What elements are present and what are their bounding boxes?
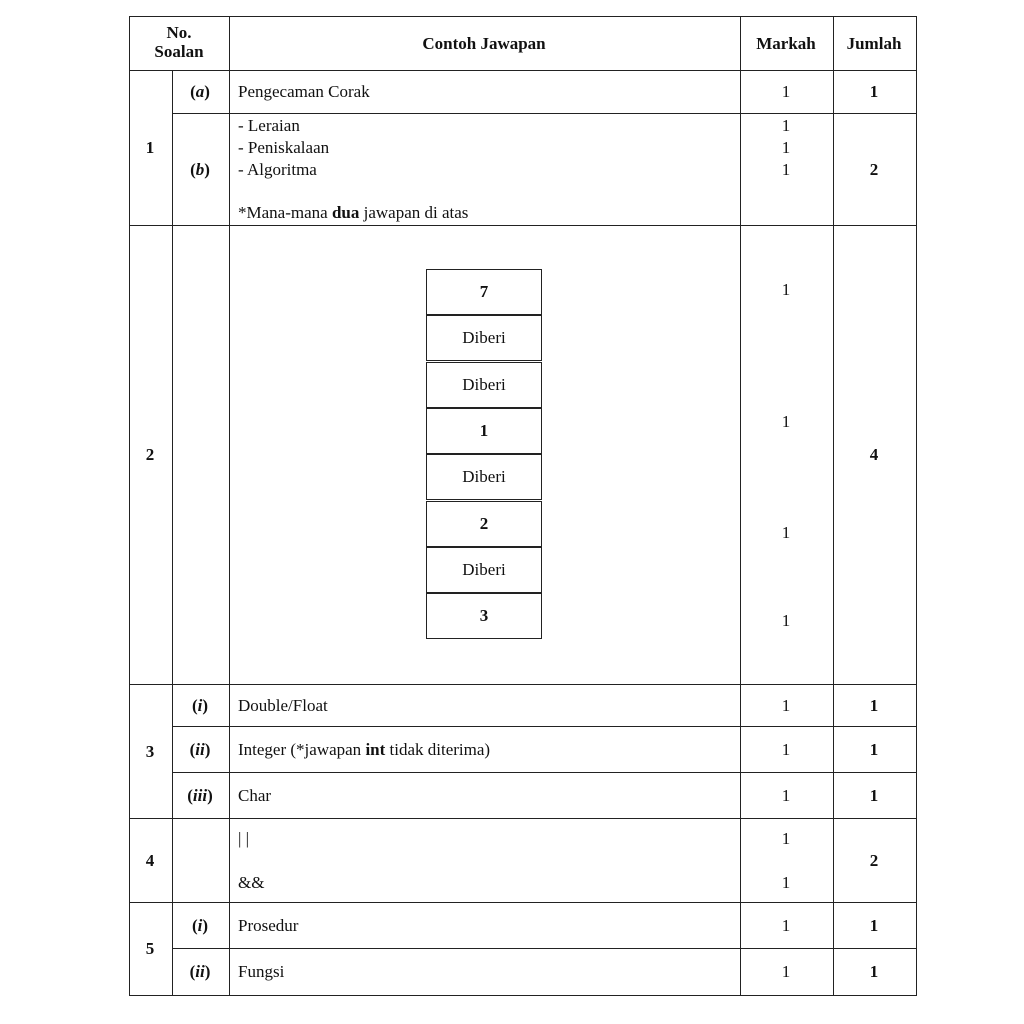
question-number-2: 2: [145, 445, 155, 464]
header-no-soalan-line2: Soalan: [154, 42, 204, 61]
paren: (: [189, 740, 196, 759]
stack-box: 3: [426, 593, 542, 639]
header-markah: Markah: [756, 34, 816, 53]
sub-label: i: [197, 916, 203, 935]
mark-value: 1: [781, 280, 791, 299]
question-number-5: 5: [145, 939, 155, 958]
sub-question-i: [192, 696, 208, 716]
sub-question-i: [192, 916, 208, 936]
sub-label: iii: [192, 786, 208, 805]
row-line: [172, 948, 916, 949]
question-number-1: 1: [145, 138, 155, 157]
answer-part: Integer (*jawapan: [238, 740, 366, 759]
col-line: [129, 16, 130, 996]
row-line: [129, 70, 916, 71]
stack-box: Diberi: [426, 454, 542, 500]
total-value: 1: [869, 786, 879, 805]
answer-text: &&: [238, 873, 265, 892]
paren: ): [204, 82, 210, 101]
answer-text: - Algoritma: [238, 160, 317, 179]
paren: (: [189, 962, 196, 981]
sub-question-a: [190, 82, 210, 102]
sub-question-b: [190, 160, 210, 180]
note-text: *Mana-mana: [238, 203, 332, 222]
answer-bold: int: [365, 740, 386, 759]
sub-label: i: [197, 696, 203, 715]
col-line: [740, 16, 741, 996]
total-value: 1: [869, 82, 879, 101]
mark-value: 1: [781, 916, 791, 935]
mark-value: 1: [781, 873, 791, 892]
stack-box: 1: [426, 408, 542, 454]
paren: (: [190, 160, 196, 179]
row-line: [129, 995, 916, 996]
sub-label: b: [195, 160, 205, 179]
mark-value: 1: [781, 829, 791, 848]
stack-box: Diberi: [426, 315, 542, 361]
mark-value: 1: [781, 786, 791, 805]
sub-question-iii: [187, 786, 213, 806]
row-line: [129, 902, 916, 903]
answer-note: [238, 203, 468, 223]
note-bold: dua: [331, 203, 360, 222]
question-number-3: 3: [145, 742, 155, 761]
sub-label: ii: [195, 962, 205, 981]
note-text: jawapan di atas: [359, 203, 469, 222]
paren: (: [187, 786, 193, 805]
sub-question-ii: [190, 962, 211, 982]
paren: ): [204, 160, 210, 179]
question-number-4: 4: [145, 851, 155, 870]
answer-text: Pengecaman Corak: [238, 82, 370, 101]
total-value: 1: [869, 916, 879, 935]
mark-value: 1: [781, 962, 791, 981]
stack-box: Diberi: [426, 547, 542, 593]
mark-value: 1: [781, 523, 791, 542]
sub-question-ii: [190, 740, 211, 760]
mark-value: 1: [781, 138, 791, 157]
paren: ): [204, 740, 211, 759]
sub-label: ii: [195, 740, 205, 759]
row-line: [129, 818, 916, 819]
total-value: 1: [869, 740, 879, 759]
header-jumlah: Jumlah: [846, 34, 902, 53]
mark-value: 1: [781, 696, 791, 715]
answer-text: - Leraian: [238, 116, 300, 135]
mark-value: 1: [781, 412, 791, 431]
answer-text: - Peniskalaan: [238, 138, 330, 157]
row-line: [172, 726, 916, 727]
stack-box: 7: [426, 269, 542, 315]
row-line: [129, 684, 916, 685]
mark-value: 1: [781, 740, 791, 759]
answer-text: Prosedur: [238, 916, 299, 935]
paren: (: [191, 696, 198, 715]
total-value: 4: [869, 445, 879, 464]
answer-text: Fungsi: [238, 962, 285, 981]
row-line: [129, 16, 916, 17]
paren: (: [190, 82, 196, 101]
row-line: [172, 772, 916, 773]
paren: ): [207, 786, 213, 805]
sub-label: a: [195, 82, 205, 101]
mark-value: 1: [781, 82, 791, 101]
paren: ): [202, 696, 209, 715]
answer-text: Char: [238, 786, 272, 805]
total-value: 2: [869, 160, 879, 179]
answer-part: tidak diterima): [385, 740, 491, 759]
mark-value: 1: [781, 160, 791, 179]
paren: ): [204, 962, 211, 981]
total-value: 2: [869, 851, 879, 870]
total-value: 1: [869, 696, 879, 715]
paren: ): [202, 916, 209, 935]
answer-text: | |: [238, 829, 250, 848]
stack-box: 2: [426, 501, 542, 547]
paren: (: [191, 916, 198, 935]
row-line: [172, 113, 916, 114]
total-value: 1: [869, 962, 879, 981]
answer-text: Double/Float: [238, 696, 328, 715]
stack-box: Diberi: [426, 362, 542, 408]
row-line: [129, 225, 916, 226]
col-line: [916, 16, 917, 996]
answer-text: [238, 740, 490, 760]
header-contoh-jawapan: Contoh Jawapan: [422, 34, 546, 53]
mark-value: 1: [781, 611, 791, 630]
col-line: [172, 70, 173, 996]
header-no-soalan-line1: No.: [166, 23, 192, 42]
col-line: [229, 16, 230, 996]
mark-value: 1: [781, 116, 791, 135]
col-line: [833, 16, 834, 996]
